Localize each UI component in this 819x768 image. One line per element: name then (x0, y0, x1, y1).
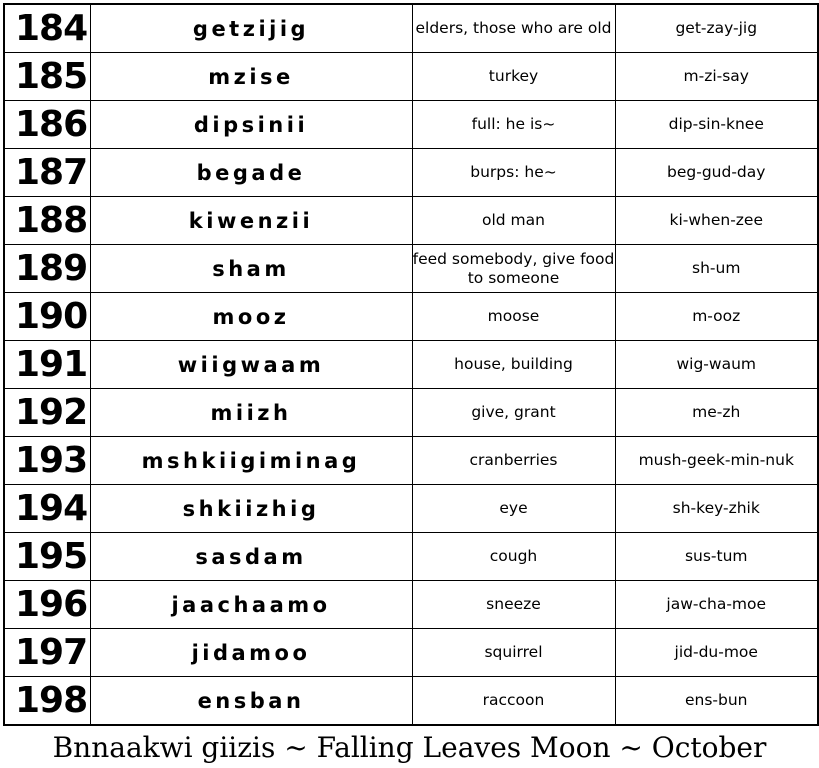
entry-number: 192 (4, 389, 90, 437)
entry-number: 197 (4, 629, 90, 677)
pronunciation: sh-key-zhik (615, 485, 818, 533)
ojibwe-word: mooz (90, 293, 412, 341)
ojibwe-word: sasdam (90, 533, 412, 581)
english-meaning: sneeze (412, 581, 615, 629)
vocab-row (4, 293, 818, 341)
vocabulary-table (3, 3, 819, 726)
entry-number: 190 (4, 293, 90, 341)
english-meaning: cough (412, 533, 615, 581)
ojibwe-word: miizh (90, 389, 412, 437)
entry-number: 187 (4, 149, 90, 197)
entry-number: 198 (4, 677, 90, 726)
pronunciation: jid-du-moe (615, 629, 818, 677)
english-meaning: squirrel (412, 629, 615, 677)
pronunciation: dip-sin-knee (615, 101, 818, 149)
english-meaning: feed somebody, give food to someone (412, 245, 615, 293)
ojibwe-word: getzijig (90, 4, 412, 53)
vocab-row (4, 629, 818, 677)
pronunciation: sus-tum (615, 533, 818, 581)
entry-number: 196 (4, 581, 90, 629)
entry-number: 185 (4, 53, 90, 101)
pronunciation: ki-when-zee (615, 197, 818, 245)
vocab-row (4, 437, 818, 485)
vocab-row (4, 389, 818, 437)
english-meaning: raccoon (412, 677, 615, 726)
vocab-row (4, 341, 818, 389)
pronunciation: mush-geek-min-nuk (615, 437, 818, 485)
entry-number: 195 (4, 533, 90, 581)
ojibwe-word: mzise (90, 53, 412, 101)
ojibwe-word: kiwenzii (90, 197, 412, 245)
footer-title: Bnnaakwi giizis ~ Falling Leaves Moon ~ October (52, 731, 767, 764)
vocab-row (4, 53, 818, 101)
english-meaning: give, grant (412, 389, 615, 437)
vocab-row (4, 149, 818, 197)
vocab-row (4, 533, 818, 581)
pronunciation: wig-waum (615, 341, 818, 389)
english-meaning: old man (412, 197, 615, 245)
vocab-row (4, 197, 818, 245)
english-meaning: burps: he~ (412, 149, 615, 197)
english-meaning: moose (412, 293, 615, 341)
vocab-row (4, 581, 818, 629)
ojibwe-word: jaachaamo (90, 581, 412, 629)
entry-number: 194 (4, 485, 90, 533)
english-meaning: cranberries (412, 437, 615, 485)
entry-number: 186 (4, 101, 90, 149)
entry-number: 191 (4, 341, 90, 389)
entry-number: 184 (4, 4, 90, 53)
pronunciation: me-zh (615, 389, 818, 437)
ojibwe-word: wiigwaam (90, 341, 412, 389)
entry-number: 193 (4, 437, 90, 485)
pronunciation: beg-gud-day (615, 149, 818, 197)
entry-number: 188 (4, 197, 90, 245)
vocabulary-table-body (4, 4, 818, 725)
ojibwe-word: jidamoo (90, 629, 412, 677)
ojibwe-word: sham (90, 245, 412, 293)
vocab-row (4, 245, 818, 293)
vocab-row (4, 485, 818, 533)
english-meaning: eye (412, 485, 615, 533)
vocab-row (4, 101, 818, 149)
ojibwe-word: shkiizhig (90, 485, 412, 533)
ojibwe-word: ensban (90, 677, 412, 726)
pronunciation: ens-bun (615, 677, 818, 726)
pronunciation: sh-um (615, 245, 818, 293)
pronunciation: jaw-cha-moe (615, 581, 818, 629)
ojibwe-word: mshkiigiminag (90, 437, 412, 485)
english-meaning: elders, those who are old (412, 4, 615, 53)
english-meaning: house, building (412, 341, 615, 389)
pronunciation: m-ooz (615, 293, 818, 341)
vocab-row (4, 4, 818, 53)
entry-number: 189 (4, 245, 90, 293)
english-meaning: turkey (412, 53, 615, 101)
pronunciation: get-zay-jig (615, 4, 818, 53)
pronunciation: m-zi-say (615, 53, 818, 101)
english-meaning: full: he is~ (412, 101, 615, 149)
ojibwe-word: begade (90, 149, 412, 197)
ojibwe-word: dipsinii (90, 101, 412, 149)
vocab-row (4, 677, 818, 726)
